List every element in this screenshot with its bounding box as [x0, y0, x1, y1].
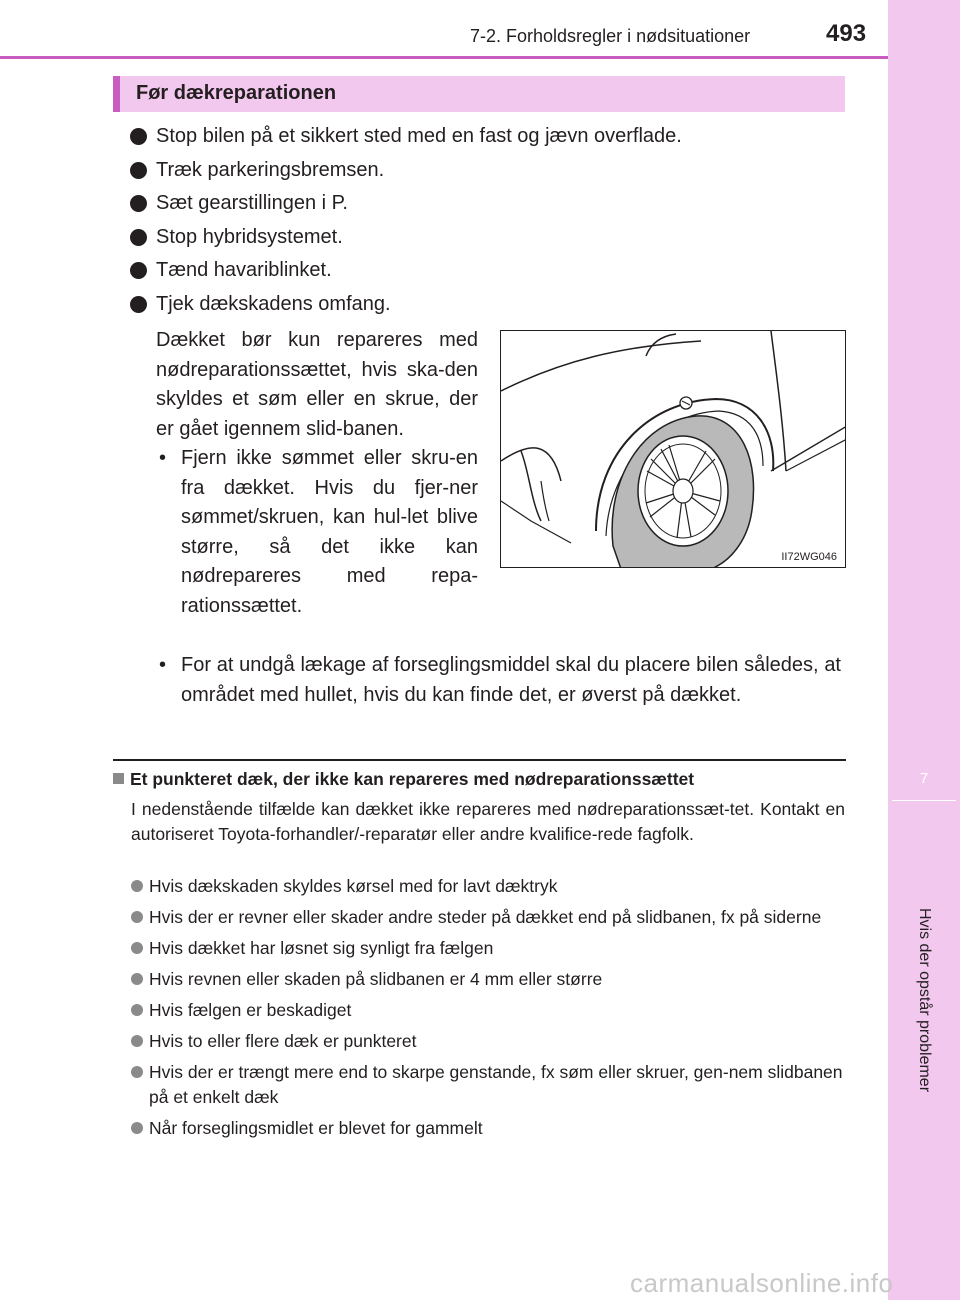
- list-item-text: Hvis revnen eller skaden på slidbanen er 4 mm eller større: [149, 969, 603, 989]
- step-item: [130, 254, 850, 288]
- flat-tire-illustration-icon: [501, 331, 846, 568]
- header-rule: [0, 56, 888, 59]
- bullet-icon: [131, 1066, 143, 1078]
- bullet-icon: [131, 942, 143, 954]
- damage-description: [156, 326, 478, 621]
- page-number: 493: [826, 20, 867, 47]
- section-heading-box: [113, 76, 845, 112]
- bullet-icon: [131, 911, 143, 923]
- sub-bullet: [156, 444, 478, 621]
- list-item: [131, 1116, 851, 1141]
- list-item: [131, 967, 851, 992]
- description-text: Dækket bør kun repareres med nødreparationssættet, hvis ska-den skyldes et søm eller en skrue, der er gået igennem slid-banen.: [156, 329, 478, 440]
- sub-bullet-wide: [156, 651, 841, 710]
- step-text: Stop hybridsystemet.: [156, 225, 343, 248]
- sub-bullet-mark: •: [159, 447, 167, 469]
- chapter-divider: [892, 800, 956, 801]
- step-text: Tjek dækskadens omfang.: [156, 292, 391, 315]
- step-text: Sæt gearstillingen i P.: [156, 192, 348, 214]
- bullet-icon: [130, 128, 147, 145]
- chapter-sidebar: [888, 0, 960, 1300]
- sub-bullet-text: Fjern ikke sømmet eller skru-en fra dækket. Hvis du fjer-ner sømmet/skruen, kan hul-let blive større, så det ikke kan nødrepareres med repa-rationssættet.: [181, 447, 478, 617]
- step-item: [130, 288, 850, 322]
- list-item-text: Hvis der er trængt mere end to skarpe genstande, fx søm eller skruer, gen-nem slidbanen på et enkelt dæk: [149, 1062, 843, 1107]
- figure-code: II72WG046: [781, 551, 837, 563]
- note-heading-text: Et punkteret dæk, der ikke kan repareres med nødreparationssættet: [130, 769, 695, 789]
- sub-bullet: [156, 651, 841, 710]
- bullet-icon: [131, 1004, 143, 1016]
- step-item: [130, 120, 850, 154]
- bullet-icon: [130, 162, 147, 179]
- list-item-text: Når forseglingsmidlet er blevet for gammelt: [149, 1117, 483, 1138]
- bullet-icon: [131, 880, 143, 892]
- list-item: [131, 905, 851, 930]
- chapter-number: 7: [919, 770, 929, 787]
- list-item-text: Hvis to eller flere dæk er punkteret: [149, 1031, 417, 1051]
- bullet-icon: [131, 1122, 143, 1134]
- list-item: [131, 1060, 851, 1109]
- bullet-icon: [130, 262, 147, 279]
- step-text: Træk parkeringsbremsen.: [156, 158, 385, 181]
- bullet-icon: [130, 296, 147, 313]
- list-item-text: Hvis dækskaden skyldes kørsel med for lavt dæktryk: [149, 876, 558, 896]
- list-item-text: Hvis dækket har løsnet sig synligt fra fælgen: [149, 938, 494, 958]
- step-list: [130, 120, 850, 321]
- step-item: [130, 221, 850, 255]
- sub-bullet-text: For at undgå lækage af forseglingsmiddel skal du placere bilen således, at området med hullet, hvis du kan finde det, er øverst på dækket.: [181, 654, 841, 706]
- bullet-icon: [130, 195, 147, 212]
- list-item: [131, 1029, 851, 1054]
- sub-bullet-mark: •: [159, 654, 167, 676]
- section-divider: [113, 759, 846, 761]
- chapter-title: Hvis der opstår problemer: [916, 907, 933, 1093]
- list-item: [131, 936, 851, 961]
- list-item: [131, 998, 851, 1023]
- step-text: Stop bilen på et sikkert sted med en fast og jævn overflade.: [156, 125, 682, 147]
- note-list: [131, 874, 851, 1147]
- watermark: carmanualsonline.info: [630, 1268, 894, 1298]
- step-item: [130, 187, 850, 221]
- note-heading: [113, 769, 853, 790]
- list-item-text: Hvis der er revner eller skader andre steder på dækket end på slidbanen, fx på siderne: [149, 907, 822, 927]
- square-bullet-icon: [113, 773, 124, 784]
- bullet-icon: [131, 1035, 143, 1047]
- step-item: [130, 154, 850, 188]
- bullet-icon: [131, 973, 143, 985]
- list-item-text: Hvis fælgen er beskadiget: [149, 1000, 352, 1020]
- section-title: Før dækreparationen: [136, 82, 337, 104]
- step-text: Tænd havariblinket.: [156, 259, 332, 281]
- bullet-icon: [130, 229, 147, 246]
- flat-tire-figure: [500, 330, 846, 568]
- list-item: [131, 874, 851, 899]
- note-body: I nedenstående tilfælde kan dækket ikke repareres med nødreparationssæt-tet. Kontakt en autoriseret Toyota-forhandler/-reparatør eller andre kvalifice-rede fagfolk.: [131, 799, 845, 844]
- running-header: 7-2. Forholdsregler i nødsituationer: [470, 26, 751, 46]
